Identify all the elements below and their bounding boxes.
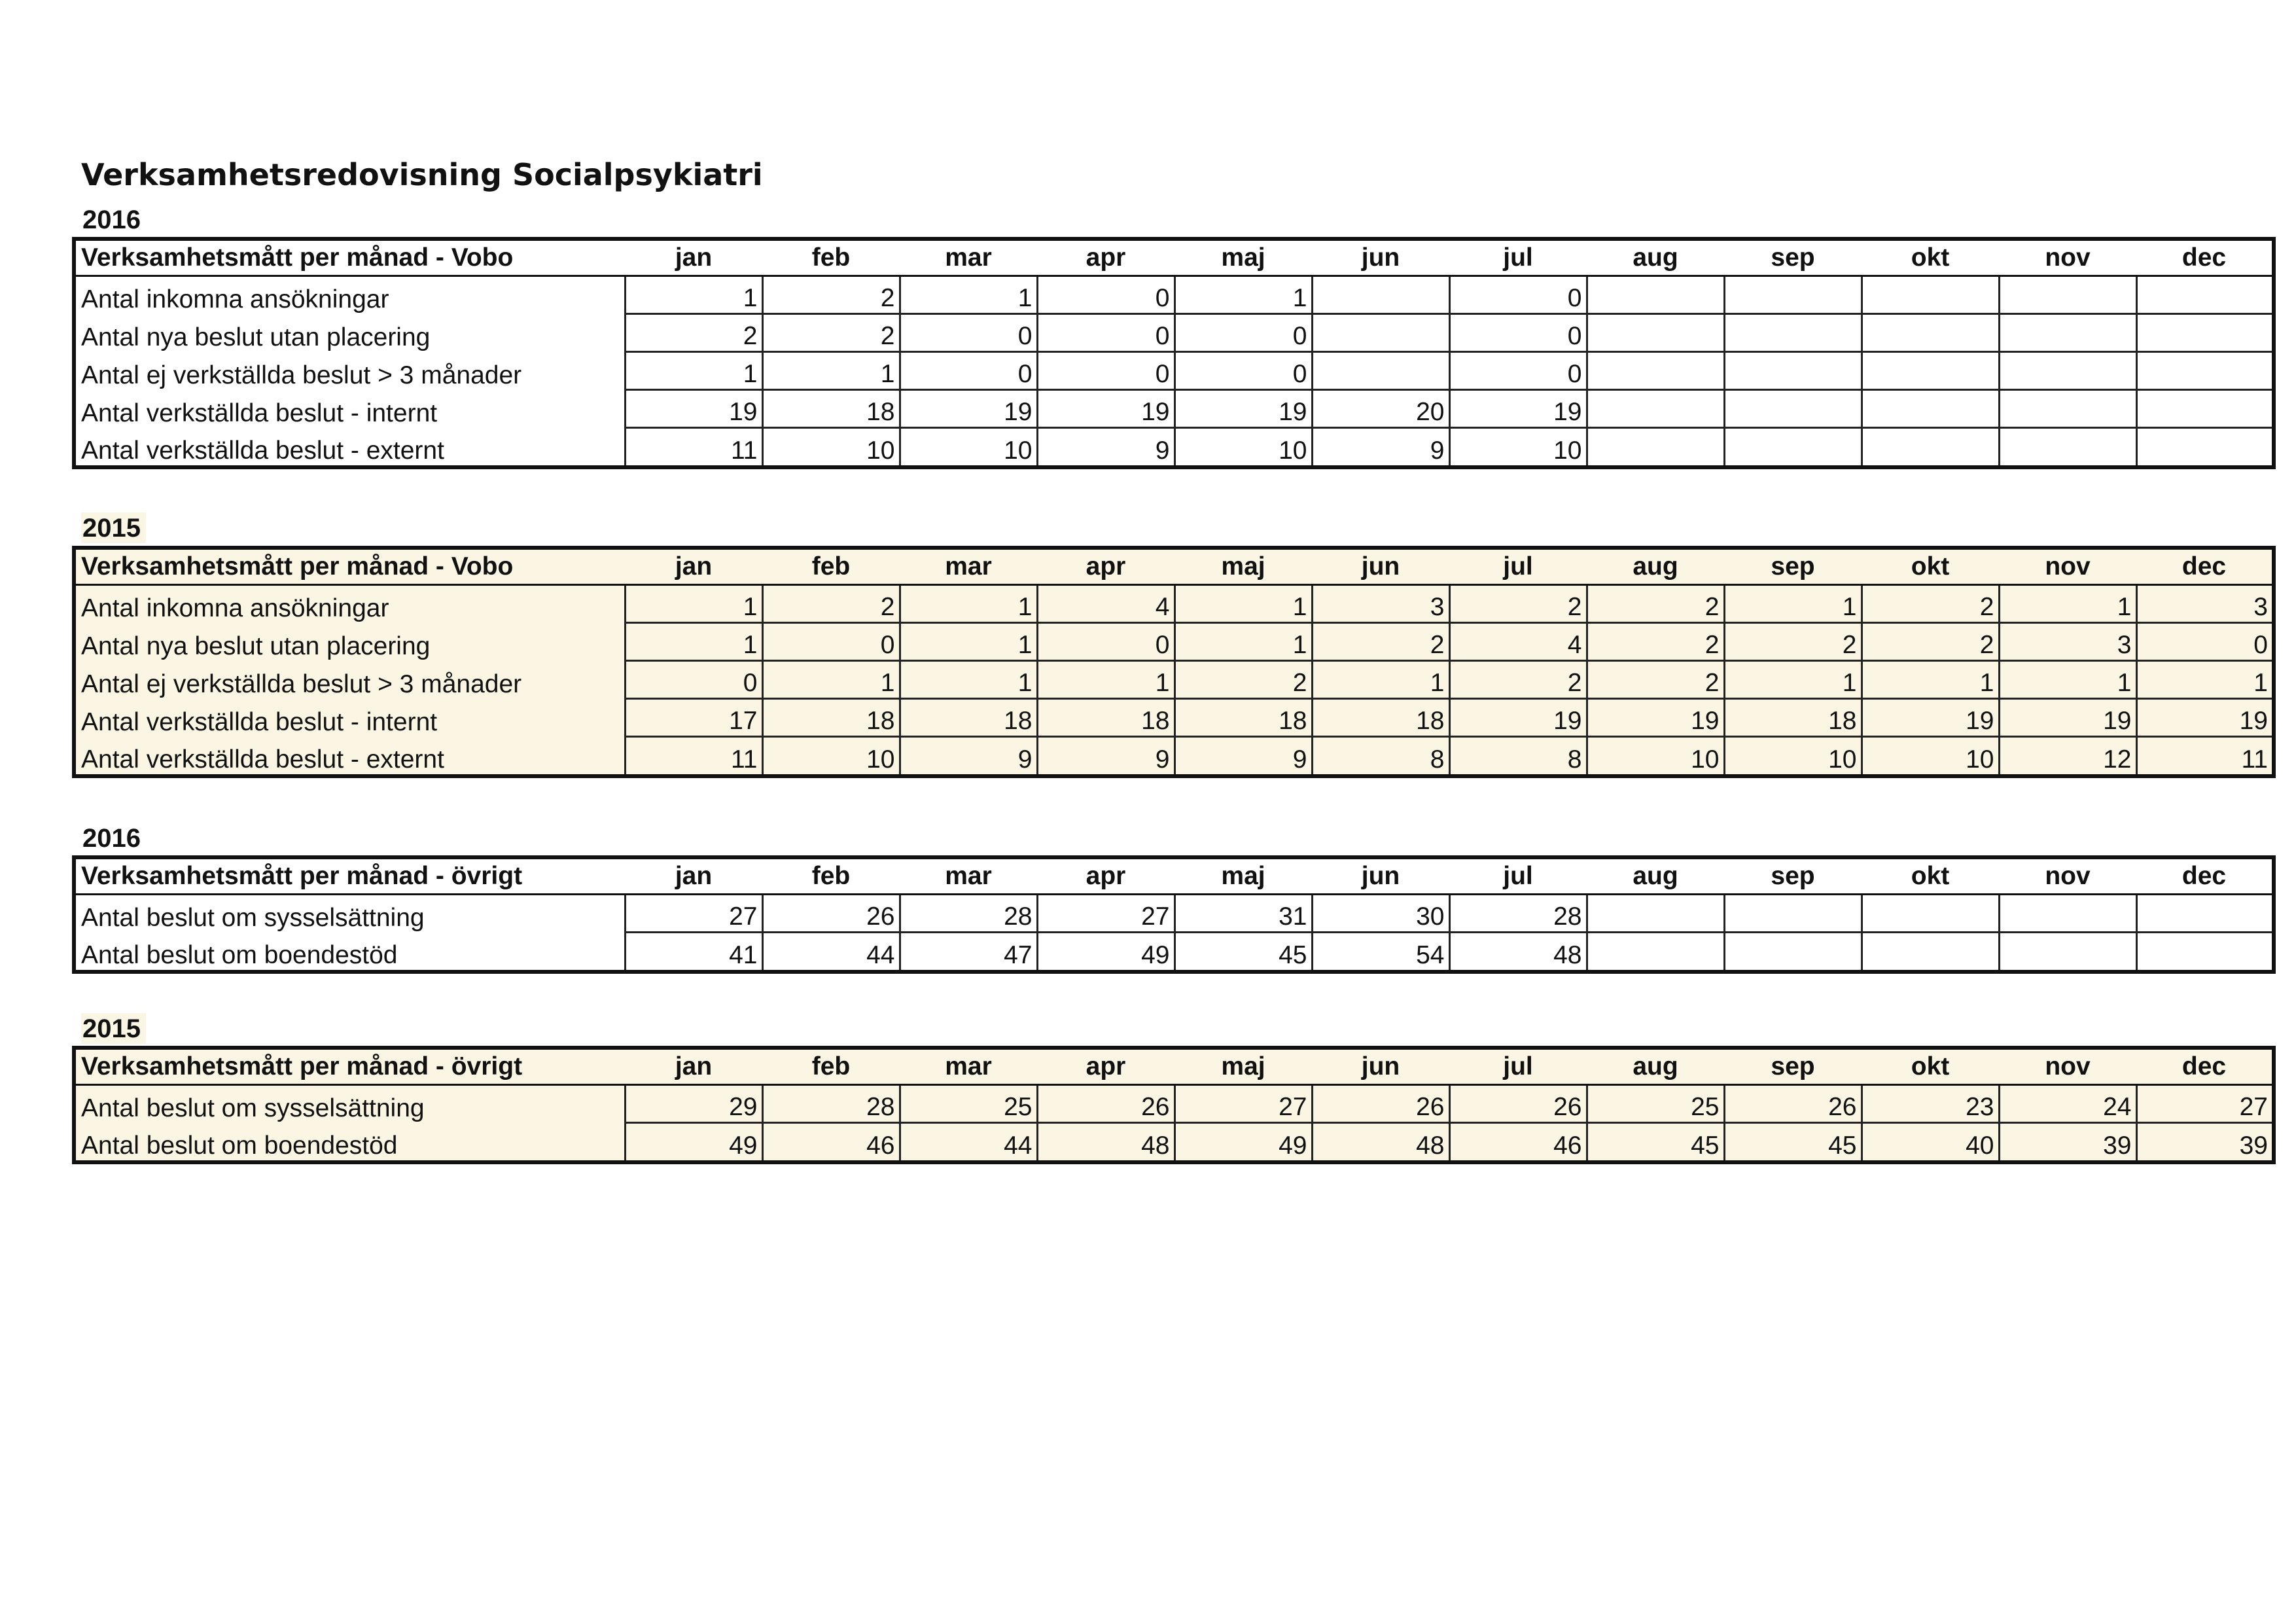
- value-cell: 45: [1724, 1123, 1862, 1163]
- value-cell: [1312, 352, 1449, 390]
- value-cell: 2: [1449, 585, 1587, 623]
- value-cell: 48: [1449, 933, 1587, 972]
- value-cell: [1587, 895, 1724, 933]
- row-label: Antal verkställda beslut - internt: [81, 707, 438, 736]
- value-cell: 27: [1174, 1085, 1312, 1123]
- value-cell: [1724, 428, 1862, 468]
- value-cell: 48: [1037, 1123, 1174, 1163]
- month-header: nov: [1999, 548, 2136, 585]
- value-cell: 26: [1312, 1085, 1449, 1123]
- month-header: maj: [1174, 548, 1312, 585]
- data-table: [72, 546, 2276, 778]
- month-header: okt: [1862, 857, 1999, 895]
- value-cell: 1: [2136, 661, 2274, 699]
- value-cell: 46: [762, 1123, 900, 1163]
- value-cell: 12: [1999, 737, 2136, 777]
- value-cell: 19: [1449, 699, 1587, 737]
- value-cell: 28: [1449, 895, 1587, 933]
- value-cell: 1: [1724, 661, 1862, 699]
- value-cell: 9: [1037, 737, 1174, 777]
- value-cell: 11: [625, 428, 762, 468]
- value-cell: 1: [900, 661, 1037, 699]
- month-header: jul: [1449, 857, 1587, 895]
- value-cell: 2: [1449, 661, 1587, 699]
- value-cell: 47: [900, 933, 1037, 972]
- month-header: jun: [1312, 857, 1449, 895]
- value-cell: 1: [1999, 585, 2136, 623]
- value-cell: [1999, 314, 2136, 352]
- value-cell: 10: [1587, 737, 1724, 777]
- value-cell: 2: [762, 585, 900, 623]
- month-header: jun: [1312, 548, 1449, 585]
- month-header: jul: [1449, 239, 1587, 276]
- value-cell: 0: [1037, 352, 1174, 390]
- month-header: jan: [625, 239, 762, 276]
- value-cell: 0: [1449, 314, 1587, 352]
- value-cell: 9: [1312, 428, 1449, 468]
- value-cell: [2136, 352, 2274, 390]
- value-cell: [1587, 314, 1724, 352]
- value-cell: 2: [1587, 661, 1724, 699]
- month-header: feb: [762, 1048, 900, 1085]
- value-cell: 1: [762, 352, 900, 390]
- value-cell: [1724, 933, 1862, 972]
- table-row: [74, 737, 2274, 777]
- table-row: [74, 1123, 2274, 1163]
- month-header: sep: [1724, 239, 1862, 276]
- value-cell: 2: [1312, 623, 1449, 661]
- value-cell: [2136, 390, 2274, 428]
- value-cell: 28: [762, 1085, 900, 1123]
- value-cell: 1: [1999, 661, 2136, 699]
- row-label: Antal nya beslut utan placering: [81, 323, 431, 351]
- value-cell: 27: [1037, 895, 1174, 933]
- value-cell: 9: [900, 737, 1037, 777]
- value-cell: [2136, 314, 2274, 352]
- table-header-row: [74, 548, 2274, 585]
- value-cell: 1: [1862, 661, 1999, 699]
- row-label: Antal beslut om boendestöd: [81, 941, 398, 969]
- value-cell: 19: [1999, 699, 2136, 737]
- document-title: Verksamhetsredovisning Socialpsykiatri: [81, 157, 763, 192]
- value-cell: 11: [625, 737, 762, 777]
- value-cell: 2: [1174, 661, 1312, 699]
- value-cell: 19: [1862, 699, 1999, 737]
- row-label: Antal beslut om sysselsättning: [81, 903, 425, 932]
- table-header-row: [74, 239, 2274, 276]
- month-header: mar: [900, 239, 1037, 276]
- value-cell: 54: [1312, 933, 1449, 972]
- row-label: Antal verkställda beslut - externt: [81, 745, 444, 774]
- value-cell: [1999, 428, 2136, 468]
- value-cell: 1: [1174, 585, 1312, 623]
- table-row: [74, 623, 2274, 661]
- value-cell: [2136, 276, 2274, 314]
- value-cell: [1862, 276, 1999, 314]
- value-cell: 17: [625, 699, 762, 737]
- month-header: aug: [1587, 239, 1724, 276]
- value-cell: 39: [2136, 1123, 2274, 1163]
- table-row: [74, 276, 2274, 314]
- value-cell: 18: [762, 390, 900, 428]
- value-cell: 49: [625, 1123, 762, 1163]
- value-cell: 19: [1449, 390, 1587, 428]
- table-year-label: 2015: [81, 1013, 146, 1044]
- month-header: okt: [1862, 1048, 1999, 1085]
- month-header: dec: [2136, 239, 2274, 276]
- value-cell: 0: [1037, 314, 1174, 352]
- value-cell: [1312, 314, 1449, 352]
- month-header: feb: [762, 239, 900, 276]
- value-cell: 19: [900, 390, 1037, 428]
- month-header: sep: [1724, 548, 1862, 585]
- value-cell: 18: [762, 699, 900, 737]
- table-header-label: Verksamhetsmått per månad - övrigt: [74, 857, 625, 895]
- month-header: okt: [1862, 239, 1999, 276]
- value-cell: 41: [625, 933, 762, 972]
- value-cell: 11: [2136, 737, 2274, 777]
- month-header: apr: [1037, 1048, 1174, 1085]
- month-header: aug: [1587, 1048, 1724, 1085]
- value-cell: [1999, 895, 2136, 933]
- value-cell: 44: [900, 1123, 1037, 1163]
- value-cell: 8: [1449, 737, 1587, 777]
- value-cell: 2: [762, 276, 900, 314]
- row-label: Antal ej verkställda beslut > 3 månader: [81, 669, 522, 698]
- month-header: jul: [1449, 548, 1587, 585]
- value-cell: 45: [1174, 933, 1312, 972]
- value-cell: 4: [1449, 623, 1587, 661]
- value-cell: [1587, 352, 1724, 390]
- value-cell: 28: [900, 895, 1037, 933]
- table-row: [74, 933, 2274, 972]
- value-cell: 8: [1312, 737, 1449, 777]
- value-cell: 30: [1312, 895, 1449, 933]
- value-cell: 27: [625, 895, 762, 933]
- value-cell: 29: [625, 1085, 762, 1123]
- value-cell: 2: [625, 314, 762, 352]
- value-cell: 0: [900, 314, 1037, 352]
- month-header: jun: [1312, 1048, 1449, 1085]
- value-cell: 19: [1174, 390, 1312, 428]
- value-cell: [2136, 428, 2274, 468]
- value-cell: 9: [1037, 428, 1174, 468]
- value-cell: 44: [762, 933, 900, 972]
- value-cell: 39: [1999, 1123, 2136, 1163]
- month-header: apr: [1037, 857, 1174, 895]
- row-label: Antal beslut om sysselsättning: [81, 1094, 425, 1122]
- month-header: dec: [2136, 857, 2274, 895]
- month-header: jul: [1449, 1048, 1587, 1085]
- table-row: [74, 585, 2274, 623]
- month-header: jan: [625, 857, 762, 895]
- row-label: Antal inkomna ansökningar: [81, 594, 389, 622]
- value-cell: 2: [1587, 623, 1724, 661]
- value-cell: [1724, 352, 1862, 390]
- row-label: Antal verkställda beslut - internt: [81, 399, 438, 427]
- month-header: nov: [1999, 1048, 2136, 1085]
- table-row: [74, 895, 2274, 933]
- value-cell: 46: [1449, 1123, 1587, 1163]
- value-cell: [1862, 933, 1999, 972]
- table-row: [74, 699, 2274, 737]
- value-cell: [2136, 895, 2274, 933]
- value-cell: 1: [900, 585, 1037, 623]
- value-cell: 1: [900, 623, 1037, 661]
- value-cell: 3: [2136, 585, 2274, 623]
- value-cell: 1: [1174, 276, 1312, 314]
- value-cell: 1: [900, 276, 1037, 314]
- value-cell: 26: [762, 895, 900, 933]
- value-cell: [1587, 276, 1724, 314]
- value-cell: 25: [900, 1085, 1037, 1123]
- table-year-label: 2016: [82, 205, 141, 234]
- value-cell: [1862, 352, 1999, 390]
- month-header: feb: [762, 548, 900, 585]
- data-table: [72, 1046, 2276, 1164]
- value-cell: 10: [1174, 428, 1312, 468]
- value-cell: 25: [1587, 1085, 1724, 1123]
- value-cell: 18: [1724, 699, 1862, 737]
- value-cell: [1999, 276, 2136, 314]
- value-cell: 45: [1587, 1123, 1724, 1163]
- value-cell: [1587, 390, 1724, 428]
- value-cell: 3: [1312, 585, 1449, 623]
- table-year-label: 2015: [81, 512, 146, 543]
- month-header: jan: [625, 1048, 762, 1085]
- value-cell: 1: [625, 276, 762, 314]
- table-year-label: 2016: [82, 824, 141, 853]
- value-cell: [1724, 390, 1862, 428]
- month-header: dec: [2136, 548, 2274, 585]
- row-label: Antal ej verkställda beslut > 3 månader: [81, 361, 522, 389]
- data-table: [72, 855, 2276, 974]
- month-header: maj: [1174, 857, 1312, 895]
- value-cell: [1999, 933, 2136, 972]
- table-row: [74, 661, 2274, 699]
- month-header: aug: [1587, 548, 1724, 585]
- month-header: maj: [1174, 239, 1312, 276]
- month-header: mar: [900, 1048, 1037, 1085]
- value-cell: 0: [762, 623, 900, 661]
- value-cell: 10: [762, 737, 900, 777]
- table-row: [74, 352, 2274, 390]
- value-cell: 18: [900, 699, 1037, 737]
- value-cell: [1999, 390, 2136, 428]
- value-cell: 4: [1037, 585, 1174, 623]
- value-cell: [1862, 428, 1999, 468]
- month-header: sep: [1724, 1048, 1862, 1085]
- month-header: nov: [1999, 239, 2136, 276]
- value-cell: 2: [1862, 585, 1999, 623]
- value-cell: 1: [625, 623, 762, 661]
- month-header: mar: [900, 857, 1037, 895]
- month-header: nov: [1999, 857, 2136, 895]
- month-header: feb: [762, 857, 900, 895]
- value-cell: 19: [625, 390, 762, 428]
- value-cell: [1862, 314, 1999, 352]
- value-cell: [2136, 933, 2274, 972]
- value-cell: 19: [1037, 390, 1174, 428]
- month-header: sep: [1724, 857, 1862, 895]
- month-header: apr: [1037, 548, 1174, 585]
- row-label: Antal nya beslut utan placering: [81, 632, 431, 660]
- value-cell: [1999, 352, 2136, 390]
- month-header: aug: [1587, 857, 1724, 895]
- value-cell: 18: [1312, 699, 1449, 737]
- value-cell: 10: [762, 428, 900, 468]
- table-row: [74, 390, 2274, 428]
- table-header-label: Verksamhetsmått per månad - Vobo: [74, 548, 625, 585]
- value-cell: [1724, 314, 1862, 352]
- data-table: [72, 237, 2276, 469]
- value-cell: [1724, 895, 1862, 933]
- month-header: jun: [1312, 239, 1449, 276]
- value-cell: 3: [1999, 623, 2136, 661]
- value-cell: 40: [1862, 1123, 1999, 1163]
- value-cell: 19: [1587, 699, 1724, 737]
- value-cell: [1862, 895, 1999, 933]
- value-cell: 10: [1724, 737, 1862, 777]
- value-cell: 1: [625, 585, 762, 623]
- value-cell: 0: [1037, 276, 1174, 314]
- value-cell: 26: [1724, 1085, 1862, 1123]
- value-cell: [1862, 390, 1999, 428]
- row-label: Antal verkställda beslut - externt: [81, 437, 444, 465]
- value-cell: 9: [1174, 737, 1312, 777]
- value-cell: 1: [1174, 623, 1312, 661]
- value-cell: 10: [1862, 737, 1999, 777]
- value-cell: 0: [2136, 623, 2274, 661]
- value-cell: 1: [625, 352, 762, 390]
- table-header-row: [74, 857, 2274, 895]
- value-cell: [1587, 428, 1724, 468]
- row-label: Antal beslut om boendestöd: [81, 1132, 398, 1160]
- month-header: mar: [900, 548, 1037, 585]
- value-cell: 1: [1037, 661, 1174, 699]
- table-row: [74, 428, 2274, 468]
- value-cell: [1587, 933, 1724, 972]
- value-cell: 0: [1449, 276, 1587, 314]
- table-header-row: [74, 1048, 2274, 1085]
- value-cell: 10: [1449, 428, 1587, 468]
- value-cell: 26: [1037, 1085, 1174, 1123]
- month-header: okt: [1862, 548, 1999, 585]
- row-label: Antal inkomna ansökningar: [81, 285, 389, 313]
- value-cell: 23: [1862, 1085, 1999, 1123]
- value-cell: 2: [1862, 623, 1999, 661]
- value-cell: 0: [1037, 623, 1174, 661]
- value-cell: 2: [1587, 585, 1724, 623]
- month-header: apr: [1037, 239, 1174, 276]
- value-cell: 19: [2136, 699, 2274, 737]
- table-header-label: Verksamhetsmått per månad - övrigt: [74, 1048, 625, 1085]
- value-cell: 31: [1174, 895, 1312, 933]
- value-cell: [1724, 276, 1862, 314]
- value-cell: 20: [1312, 390, 1449, 428]
- month-header: maj: [1174, 1048, 1312, 1085]
- value-cell: 2: [762, 314, 900, 352]
- value-cell: 0: [1174, 352, 1312, 390]
- value-cell: 18: [1037, 699, 1174, 737]
- value-cell: 26: [1449, 1085, 1587, 1123]
- value-cell: 0: [900, 352, 1037, 390]
- value-cell: 1: [762, 661, 900, 699]
- table-row: [74, 1085, 2274, 1123]
- value-cell: 10: [900, 428, 1037, 468]
- month-header: jan: [625, 548, 762, 585]
- value-cell: 49: [1037, 933, 1174, 972]
- value-cell: 0: [1174, 314, 1312, 352]
- value-cell: 0: [625, 661, 762, 699]
- value-cell: 18: [1174, 699, 1312, 737]
- table-row: [74, 314, 2274, 352]
- value-cell: 0: [1449, 352, 1587, 390]
- month-header: dec: [2136, 1048, 2274, 1085]
- value-cell: 2: [1724, 623, 1862, 661]
- value-cell: 48: [1312, 1123, 1449, 1163]
- value-cell: 24: [1999, 1085, 2136, 1123]
- value-cell: 49: [1174, 1123, 1312, 1163]
- value-cell: 1: [1724, 585, 1862, 623]
- value-cell: 27: [2136, 1085, 2274, 1123]
- value-cell: [1312, 276, 1449, 314]
- table-header-label: Verksamhetsmått per månad - Vobo: [74, 239, 625, 276]
- value-cell: 1: [1312, 661, 1449, 699]
